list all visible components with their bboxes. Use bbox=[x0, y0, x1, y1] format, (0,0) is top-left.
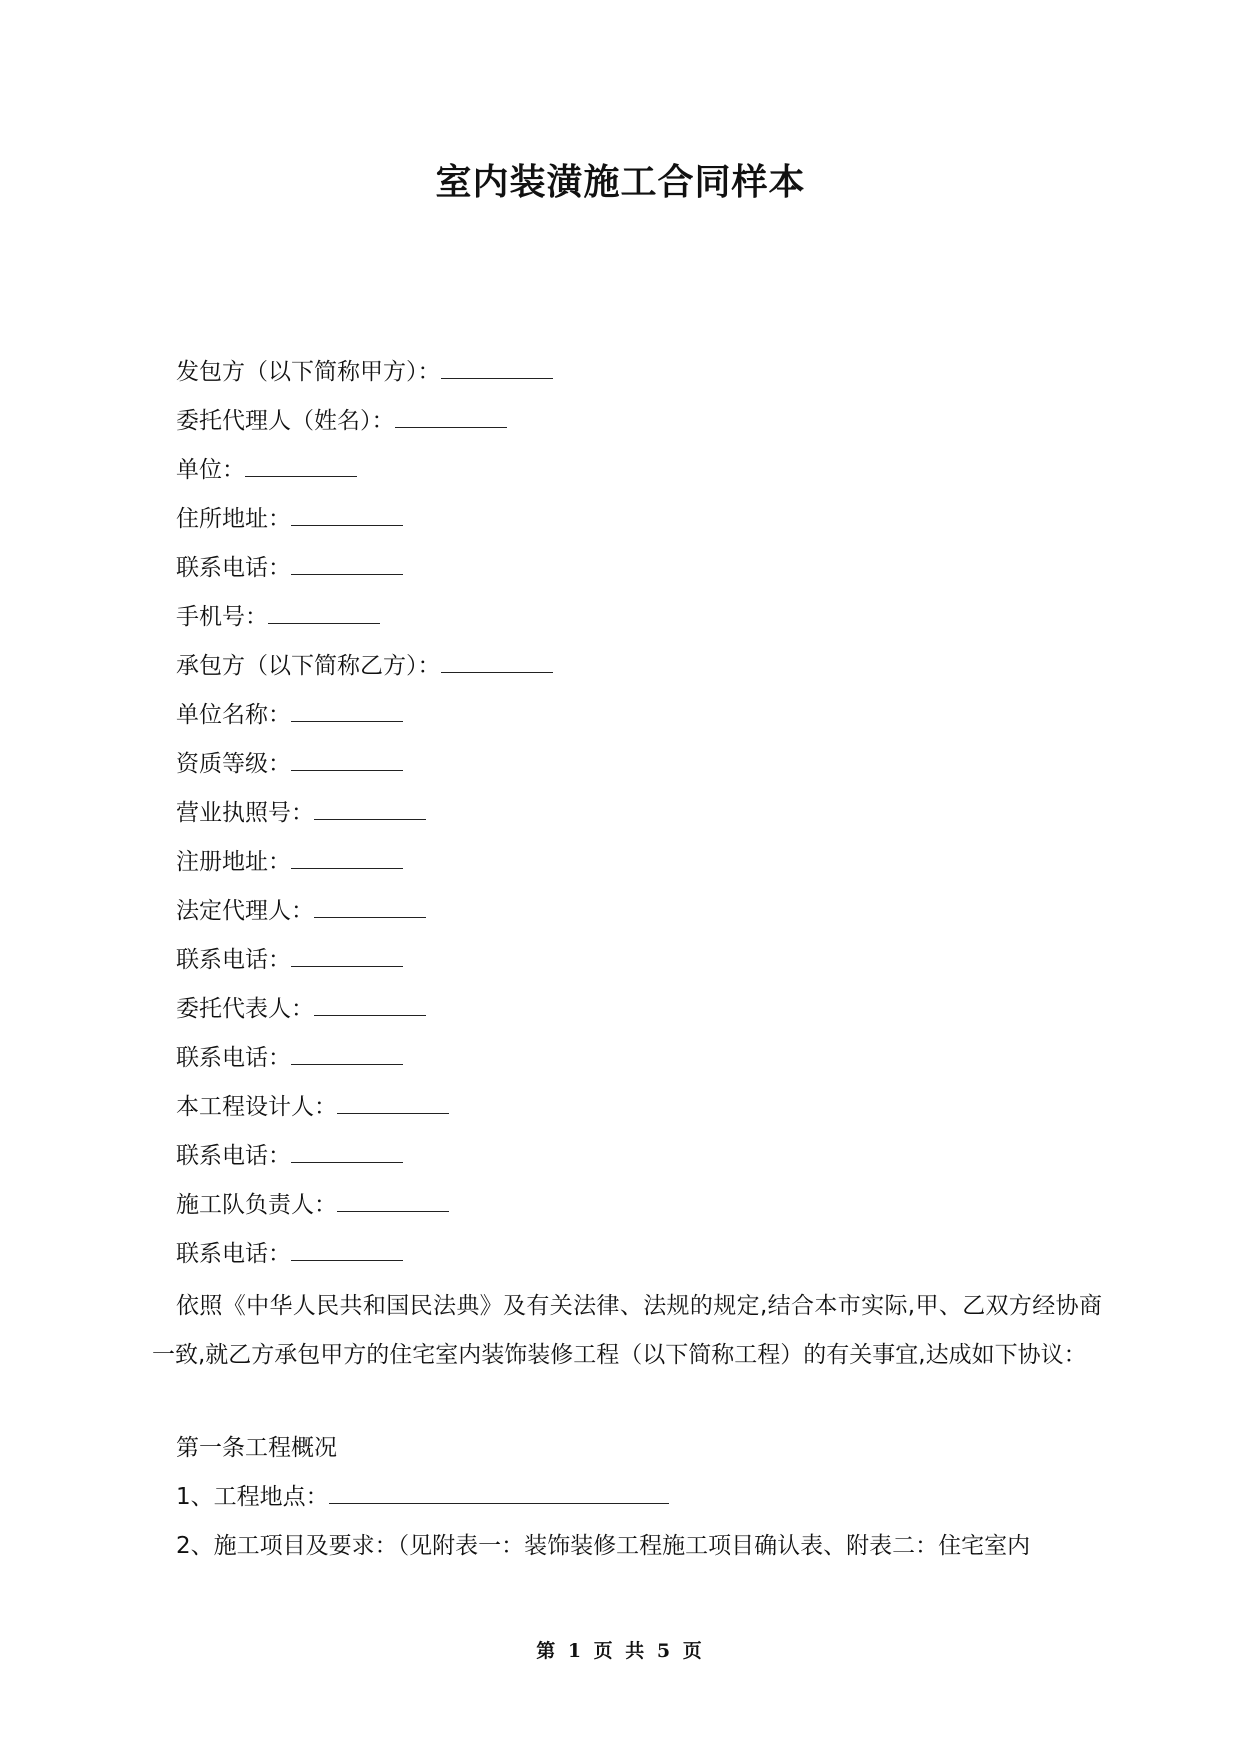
fill-blank bbox=[395, 403, 507, 428]
fill-blank bbox=[441, 354, 553, 379]
field-employer bbox=[176, 352, 1096, 401]
document-title: 室内装潢施工合同样本 bbox=[435, 162, 806, 203]
field-label: 联系电话： bbox=[176, 947, 291, 973]
field-label: 住所地址： bbox=[176, 506, 291, 532]
field-contractor bbox=[176, 646, 1096, 695]
field-entrusted-agent bbox=[176, 401, 1096, 450]
field-entrusted-representative bbox=[176, 989, 1096, 1038]
field-unit-name bbox=[176, 695, 1096, 744]
field-mobile bbox=[176, 597, 1096, 646]
page-indicator: 第 1 页 共 5 页 bbox=[536, 1640, 705, 1662]
field-label: 手机号： bbox=[176, 604, 268, 630]
field-phone bbox=[176, 1038, 1096, 1087]
field-label: 联系电话： bbox=[176, 1143, 291, 1169]
fill-blank bbox=[314, 795, 426, 820]
fill-blank bbox=[245, 452, 357, 477]
fill-blank bbox=[291, 1236, 403, 1261]
field-legal-agent bbox=[176, 891, 1096, 940]
field-license-number bbox=[176, 793, 1096, 842]
article-section bbox=[176, 1428, 1096, 1575]
field-registered-address bbox=[176, 842, 1096, 891]
field-qualification bbox=[176, 744, 1096, 793]
field-designer bbox=[176, 1087, 1096, 1136]
fill-blank bbox=[337, 1089, 449, 1114]
fill-blank bbox=[441, 648, 553, 673]
fill-blank bbox=[291, 697, 403, 722]
field-label: 委托代表人： bbox=[176, 996, 314, 1022]
fill-blank bbox=[314, 893, 426, 918]
fill-blank bbox=[291, 1138, 403, 1163]
item-construction-items: 2、施工项目及要求：（见附表一：装饰装修工程施工项目确认表、附表二：住宅室内 bbox=[176, 1533, 1031, 1559]
field-label: 发包方（以下简称甲方）： bbox=[176, 359, 441, 385]
item-project-location bbox=[176, 1477, 1096, 1526]
field-label: 联系电话： bbox=[176, 555, 291, 581]
field-unit bbox=[176, 450, 1096, 499]
field-label: 单位： bbox=[176, 457, 245, 483]
field-label: 委托代理人（姓名）： bbox=[176, 408, 395, 434]
field-label: 法定代理人： bbox=[176, 898, 314, 924]
fill-blank bbox=[291, 942, 403, 967]
fill-blank bbox=[329, 1479, 669, 1504]
field-label: 注册地址： bbox=[176, 849, 291, 875]
article-heading: 第一条工程概况 bbox=[176, 1435, 337, 1461]
fill-blank bbox=[314, 991, 426, 1016]
field-phone bbox=[176, 1234, 1096, 1283]
fill-blank bbox=[291, 1040, 403, 1065]
fill-blank bbox=[291, 746, 403, 771]
field-label: 资质等级： bbox=[176, 751, 291, 777]
intro-paragraph: 依照《中华人民共和国民法典》及有关法律、法规的规定,结合本市实际,甲、乙双方经协商一致,就乙方承包甲方的住宅室内装饰装修工程（以下简称工程）的有关事宜,达成如下协议： bbox=[152, 1293, 1102, 1368]
fill-blank bbox=[291, 550, 403, 575]
item-label: 1、工程地点： bbox=[176, 1484, 329, 1510]
fill-blank bbox=[337, 1187, 449, 1212]
fill-blank bbox=[291, 501, 403, 526]
field-label: 施工队负责人： bbox=[176, 1192, 337, 1218]
field-phone bbox=[176, 548, 1096, 597]
field-team-leader bbox=[176, 1185, 1096, 1234]
field-label: 承包方（以下简称乙方）： bbox=[176, 653, 441, 679]
field-label: 联系电话： bbox=[176, 1045, 291, 1071]
field-phone bbox=[176, 1136, 1096, 1185]
field-address bbox=[176, 499, 1096, 548]
fill-blank bbox=[291, 844, 403, 869]
field-label: 营业执照号： bbox=[176, 800, 314, 826]
party-info-fields bbox=[176, 352, 1096, 1283]
field-label: 联系电话： bbox=[176, 1241, 291, 1267]
field-phone bbox=[176, 940, 1096, 989]
field-label: 单位名称： bbox=[176, 702, 291, 728]
field-label: 本工程设计人： bbox=[176, 1094, 337, 1120]
fill-blank bbox=[268, 599, 380, 624]
